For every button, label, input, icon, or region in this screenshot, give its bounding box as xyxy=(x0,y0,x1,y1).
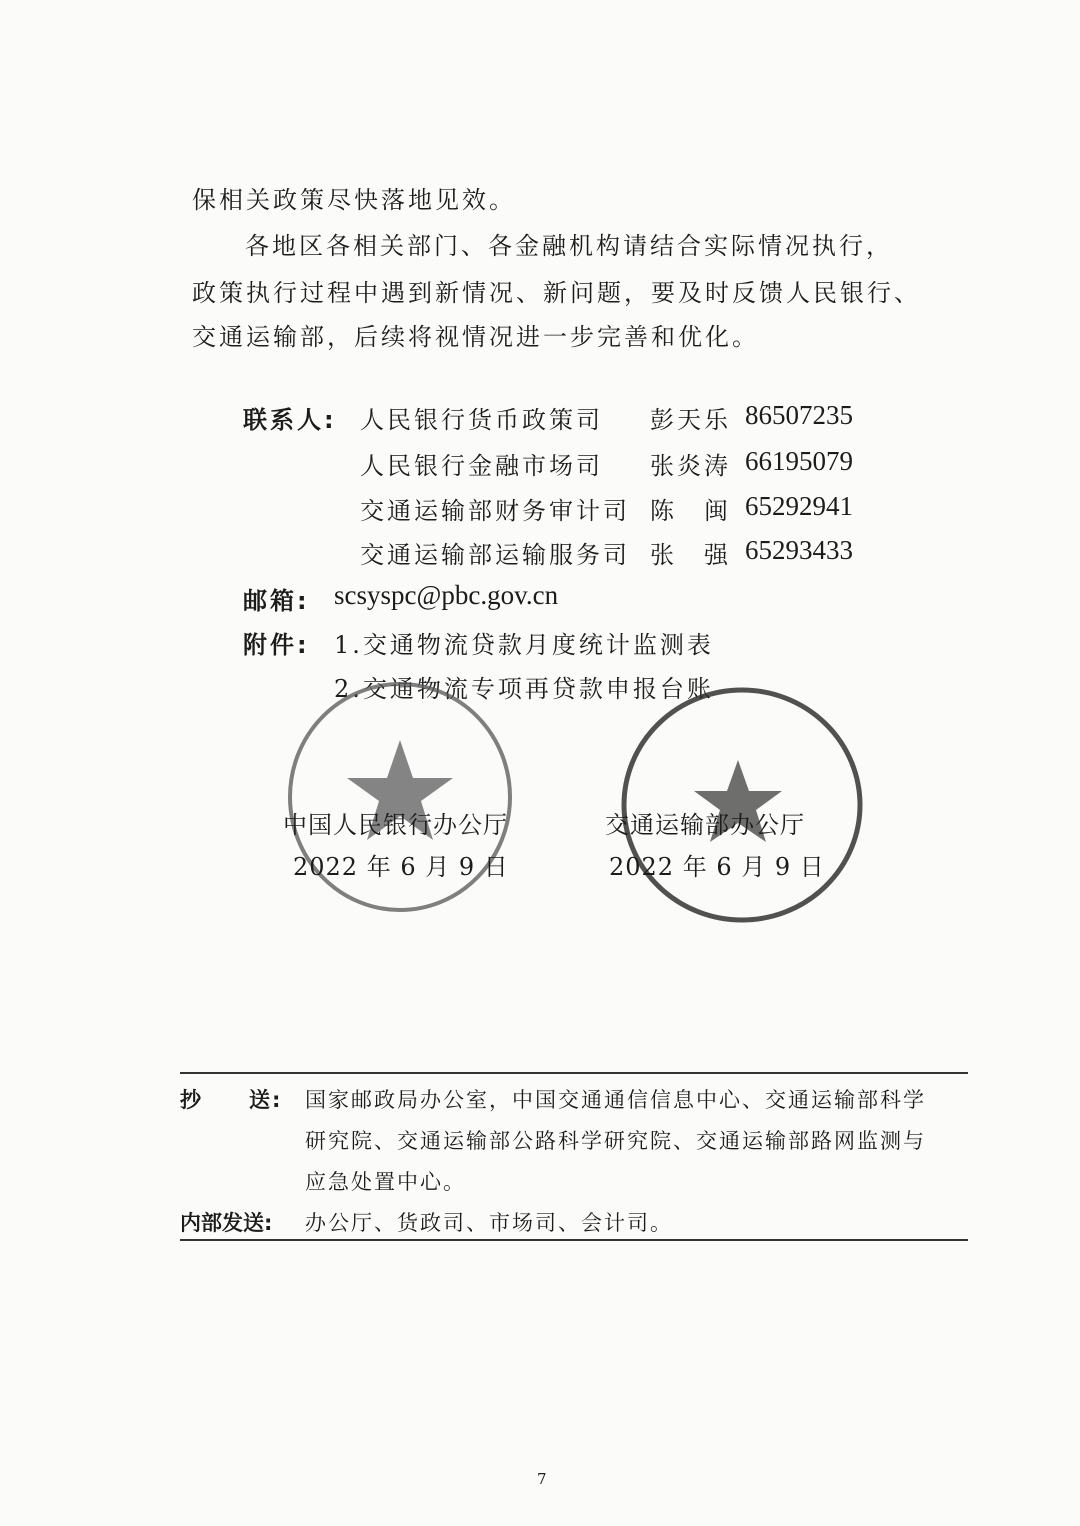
contact-org: 人民银行货币政策司 xyxy=(360,406,603,434)
contact-name: 陈 闽 xyxy=(650,497,731,525)
attachments-label: 附件: xyxy=(243,631,310,659)
signature-date: 2022 年 6 月 9 日 xyxy=(609,853,825,881)
contact-phone: 65292941 xyxy=(745,491,853,521)
page-number: 7 xyxy=(537,1470,547,1488)
contacts-label: 联系人: xyxy=(243,406,337,434)
contact-org: 交通运输部运输服务司 xyxy=(360,541,630,569)
internal-value: 办公厅、货政司、市场司、会计司。 xyxy=(305,1211,673,1235)
signature-date: 2022 年 6 月 9 日 xyxy=(293,853,509,881)
cc-line: 研究院、交通运输部公路科学研究院、交通运输部路网监测与 xyxy=(305,1129,926,1153)
contact-phone: 65293433 xyxy=(745,535,853,565)
body-line: 各地区各相关部门、各金融机构请结合实际情况执行， xyxy=(245,232,893,260)
contact-name: 张 强 xyxy=(650,541,731,569)
cc-line: 国家邮政局办公室，中国交通通信信息中心、交通运输部科学 xyxy=(305,1088,926,1112)
body-line: 政策执行过程中遇到新情况、新问题，要及时反馈人民银行、 xyxy=(192,279,921,307)
signature-org: 交通运输部办公厅 xyxy=(605,811,805,839)
divider xyxy=(180,1239,968,1241)
email-value: scsyspc@pbc.gov.cn xyxy=(334,580,559,610)
signature-org: 中国人民银行办公厅 xyxy=(283,811,508,839)
contact-name: 彭天乐 xyxy=(650,406,731,434)
contact-phone: 66195079 xyxy=(745,446,853,476)
divider xyxy=(180,1072,968,1074)
attachment-item: 1.交通物流贷款月度统计监测表 xyxy=(334,631,714,659)
contact-org: 交通运输部财务审计司 xyxy=(360,497,630,525)
body-line: 保相关政策尽快落地见效。 xyxy=(192,186,516,214)
cc-line: 应急处置中心。 xyxy=(305,1170,466,1194)
internal-label: 内部发送: xyxy=(180,1211,273,1235)
contact-name: 张炎涛 xyxy=(650,452,731,480)
attachment-item: 2.交通物流专项再贷款申报台账 xyxy=(334,675,714,703)
contact-org: 人民银行金融市场司 xyxy=(360,452,603,480)
body-line: 交通运输部，后续将视情况进一步完善和优化。 xyxy=(192,323,759,351)
contact-phone: 86507235 xyxy=(745,400,853,430)
cc-label: 抄 送: xyxy=(180,1088,283,1112)
email-label: 邮箱: xyxy=(243,587,310,615)
